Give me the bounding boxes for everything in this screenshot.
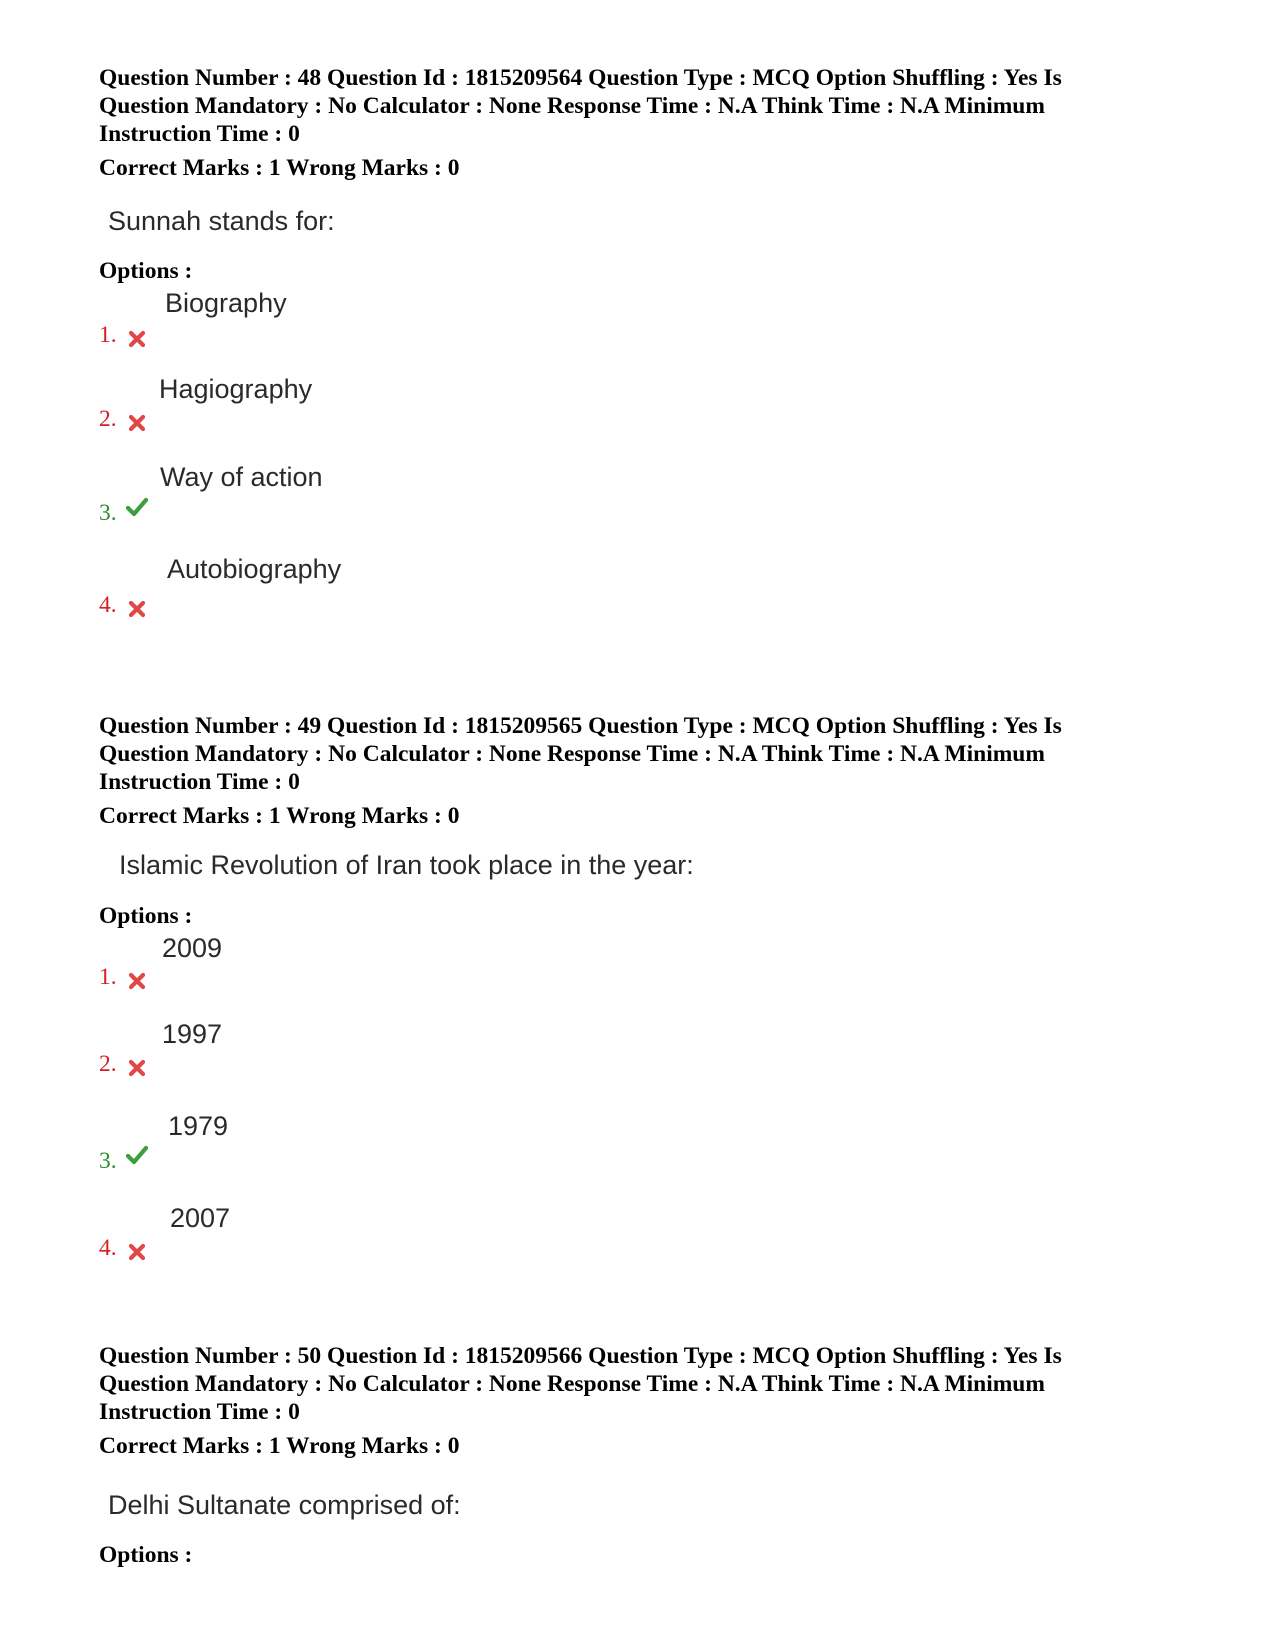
option-text: 1979 xyxy=(168,1111,229,1141)
option-number: 2. xyxy=(99,406,117,432)
option-text: 2007 xyxy=(170,1203,231,1233)
cross-icon xyxy=(126,412,148,434)
option-2 xyxy=(99,374,699,470)
option-3 xyxy=(99,462,699,560)
option-2 xyxy=(99,1019,699,1112)
question-50-header xyxy=(99,1342,1199,1460)
option-text: Autobiography xyxy=(167,554,342,584)
question-marks: Correct Marks : 1 Wrong Marks : 0 xyxy=(99,155,460,181)
question-meta-line1: Question Number : 48 Question Id : 1815209564 Question Type : MCQ Option Shuffling : Yes Is xyxy=(99,65,1062,91)
question-meta-line1: Question Number : 50 Question Id : 1815209566 Question Type : MCQ Option Shuffling : Yes Is xyxy=(99,1343,1062,1369)
cross-icon xyxy=(126,970,148,992)
option-number: 4. xyxy=(99,592,117,618)
cross-icon xyxy=(126,1241,148,1263)
option-text: Way of action xyxy=(160,462,323,492)
options-label: Options : xyxy=(99,258,193,284)
option-4 xyxy=(99,554,699,650)
option-number: 1. xyxy=(99,322,117,348)
question-meta-line2: Question Mandatory : No Calculator : None Response Time : N.A Think Time : N.A Minimum xyxy=(99,93,1045,119)
option-number: 4. xyxy=(99,1235,117,1261)
question-meta-line1: Question Number : 49 Question Id : 1815209565 Question Type : MCQ Option Shuffling : Yes Is xyxy=(99,713,1062,739)
option-3 xyxy=(99,1110,699,1200)
options-label: Options : xyxy=(99,1542,193,1568)
option-number: 3. xyxy=(99,1148,117,1174)
checkmark-icon xyxy=(125,1144,149,1166)
question-meta-line2: Question Mandatory : No Calculator : None Response Time : N.A Think Time : N.A Minimum xyxy=(99,1371,1045,1397)
question-49-header xyxy=(99,712,1199,830)
cross-icon xyxy=(126,598,148,620)
option-text: Biography xyxy=(165,288,287,318)
question-meta-line3: Instruction Time : 0 xyxy=(99,1399,300,1425)
option-text: 2009 xyxy=(162,933,223,963)
option-4 xyxy=(99,1197,699,1287)
question-marks: Correct Marks : 1 Wrong Marks : 0 xyxy=(99,803,460,829)
option-1 xyxy=(99,935,699,1025)
option-number: 3. xyxy=(99,500,117,526)
option-number: 2. xyxy=(99,1051,117,1077)
option-text: 1997 xyxy=(162,1019,223,1049)
question-48-text: Sunnah stands for: xyxy=(108,206,335,236)
options-label: Options : xyxy=(99,903,193,929)
question-marks: Correct Marks : 1 Wrong Marks : 0 xyxy=(99,1433,460,1459)
question-49-text: Islamic Revolution of Iran took place in the year: xyxy=(119,850,694,880)
option-text: Hagiography xyxy=(159,374,313,404)
question-50-text: Delhi Sultanate comprised of: xyxy=(108,1490,461,1520)
checkmark-icon xyxy=(125,496,149,518)
question-meta-line2: Question Mandatory : No Calculator : None Response Time : N.A Think Time : N.A Minimum xyxy=(99,741,1045,767)
option-1 xyxy=(99,290,699,380)
question-meta-line3: Instruction Time : 0 xyxy=(99,769,300,795)
question-meta-line3: Instruction Time : 0 xyxy=(99,121,300,147)
cross-icon xyxy=(126,1057,148,1079)
option-number: 1. xyxy=(99,964,117,990)
cross-icon xyxy=(126,328,148,350)
question-48-header xyxy=(99,64,1199,182)
